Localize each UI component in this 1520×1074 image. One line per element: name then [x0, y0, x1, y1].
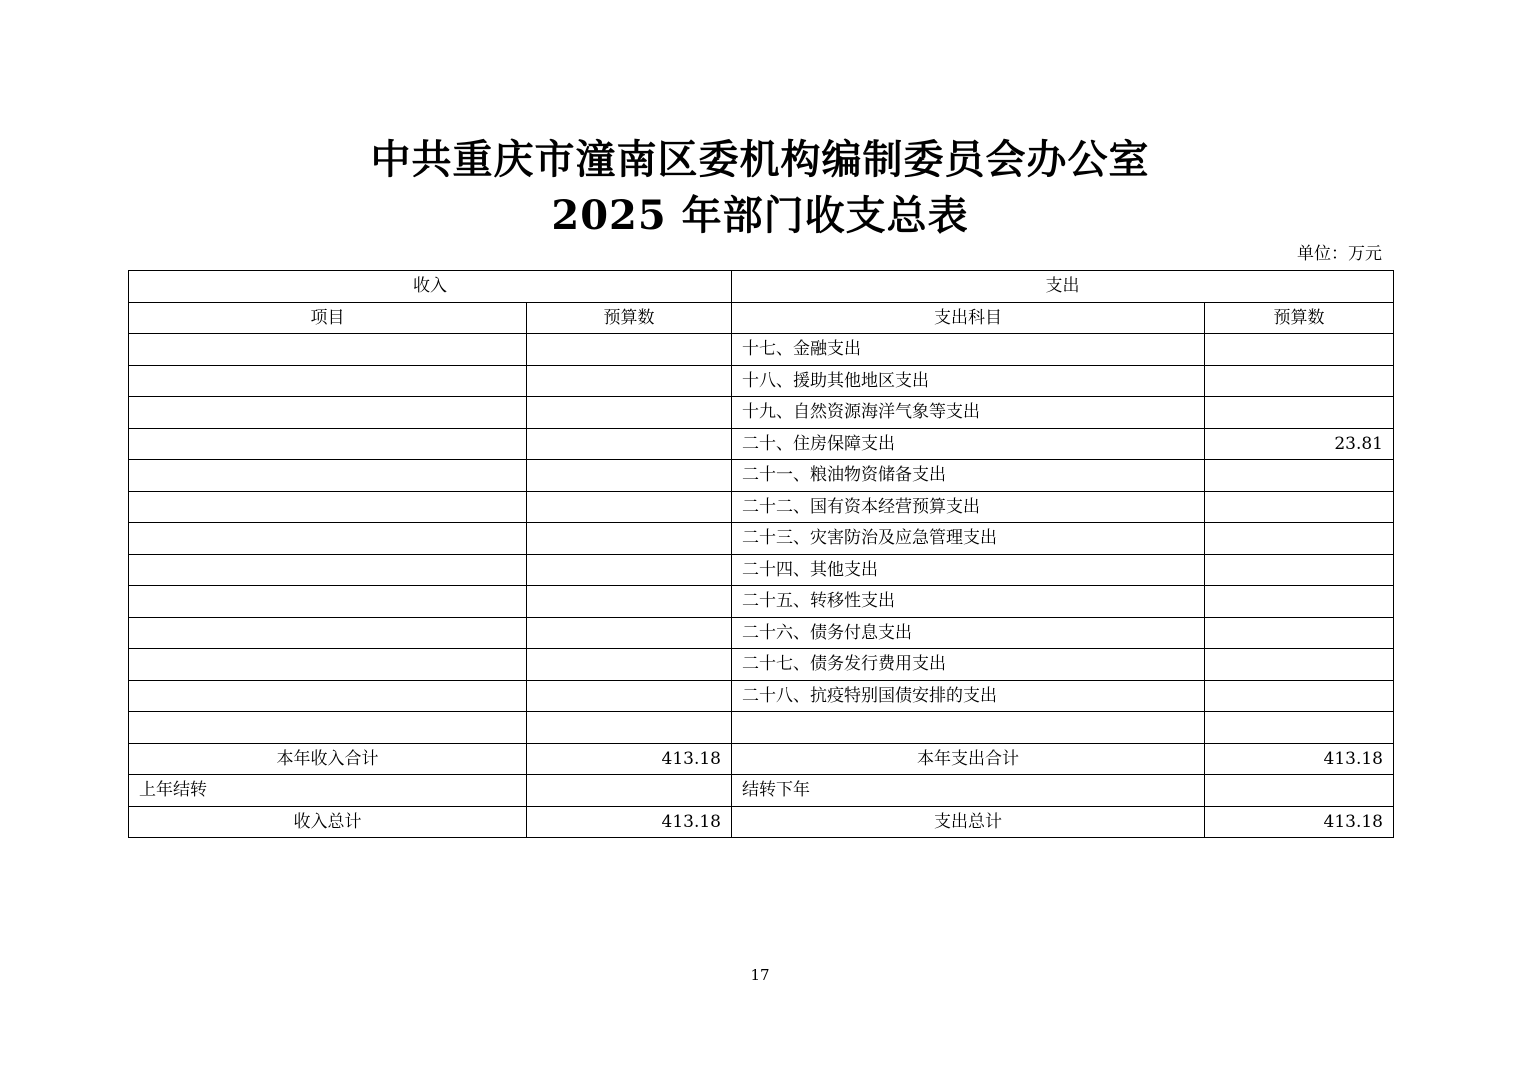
income-item-cell	[129, 649, 527, 681]
expense-amount-cell: 413.18	[1205, 806, 1394, 838]
expense-amount-cell	[1205, 523, 1394, 555]
expense-item-cell: 二十一、粮油物资储备支出	[732, 460, 1205, 492]
page-number: 17	[750, 966, 770, 984]
income-item-cell	[129, 334, 527, 366]
table-row	[129, 397, 1394, 429]
expense-item-cell	[732, 712, 1205, 744]
year-total-row	[129, 743, 1394, 775]
income-item-cell	[129, 523, 527, 555]
expense-amount-cell	[1205, 491, 1394, 523]
table-row	[129, 586, 1394, 618]
table-row	[129, 428, 1394, 460]
income-amount-cell	[527, 554, 732, 586]
expense-header: 支出	[732, 271, 1394, 303]
income-item-cell	[129, 491, 527, 523]
expense-amount-cell	[1205, 712, 1394, 744]
table-row	[129, 460, 1394, 492]
expense-label-cell: 本年支出合计	[732, 743, 1205, 775]
table-row	[129, 649, 1394, 681]
expense-item-cell: 二十八、抗疫特别国债安排的支出	[732, 680, 1205, 712]
expense-amount-cell	[1205, 775, 1394, 807]
income-label-cell: 本年收入合计	[129, 743, 527, 775]
expense-item-cell: 二十四、其他支出	[732, 554, 1205, 586]
expense-amount-cell	[1205, 680, 1394, 712]
header-row	[129, 271, 1394, 303]
income-amount-cell	[527, 460, 732, 492]
carryover-row	[129, 775, 1394, 807]
expense-item-cell: 二十、住房保障支出	[732, 428, 1205, 460]
income-amount-cell	[527, 649, 732, 681]
expense-amount-cell	[1205, 586, 1394, 618]
grand-total-row	[129, 806, 1394, 838]
page-subtitle: 2025 年部门收支总表	[551, 192, 969, 239]
income-amount-cell	[527, 712, 732, 744]
income-amount-cell	[527, 775, 732, 807]
table-row	[129, 523, 1394, 555]
expense-label-cell: 结转下年	[732, 775, 1205, 807]
income-item-cell	[129, 617, 527, 649]
expense-amount-cell	[1205, 649, 1394, 681]
expense-budget-column-header: 预算数	[1205, 302, 1394, 334]
expense-item-cell: 十七、金融支出	[732, 334, 1205, 366]
subheader-row	[129, 302, 1394, 334]
income-item-cell	[129, 428, 527, 460]
budget-table-body	[129, 271, 1394, 838]
income-item-cell	[129, 365, 527, 397]
table-row	[129, 365, 1394, 397]
table-row	[129, 712, 1394, 744]
income-amount-cell	[527, 617, 732, 649]
expense-amount-cell	[1205, 365, 1394, 397]
unit-label: 单位：万元	[1297, 244, 1382, 264]
expense-amount-cell	[1205, 460, 1394, 492]
table-row	[129, 617, 1394, 649]
item-column-header: 项目	[129, 302, 527, 334]
income-amount-cell: 413.18	[527, 806, 732, 838]
expense-item-cell: 二十二、国有资本经营预算支出	[732, 491, 1205, 523]
expense-amount-cell: 23.81	[1205, 428, 1394, 460]
expense-amount-cell	[1205, 397, 1394, 429]
income-amount-cell	[527, 397, 732, 429]
income-item-cell	[129, 712, 527, 744]
budget-table	[128, 270, 1394, 838]
income-item-cell	[129, 680, 527, 712]
expense-amount-cell	[1205, 554, 1394, 586]
page-title: 中共重庆市潼南区委机构编制委员会办公室	[370, 136, 1150, 183]
expense-item-cell: 十九、自然资源海洋气象等支出	[732, 397, 1205, 429]
expense-item-cell: 二十七、债务发行费用支出	[732, 649, 1205, 681]
income-label-cell: 上年结转	[129, 775, 527, 807]
table-row	[129, 491, 1394, 523]
income-amount-cell: 413.18	[527, 743, 732, 775]
income-item-cell	[129, 460, 527, 492]
income-item-cell	[129, 586, 527, 618]
expense-amount-cell	[1205, 334, 1394, 366]
income-amount-cell	[527, 523, 732, 555]
income-amount-cell	[527, 428, 732, 460]
expense-item-cell: 二十三、灾害防治及应急管理支出	[732, 523, 1205, 555]
expense-amount-cell	[1205, 617, 1394, 649]
income-item-cell	[129, 397, 527, 429]
expense-item-cell: 二十五、转移性支出	[732, 586, 1205, 618]
income-amount-cell	[527, 680, 732, 712]
income-budget-column-header: 预算数	[527, 302, 732, 334]
income-header: 收入	[129, 271, 732, 303]
expense-label-cell: 支出总计	[732, 806, 1205, 838]
income-item-cell	[129, 554, 527, 586]
expense-item-cell: 二十六、债务付息支出	[732, 617, 1205, 649]
income-amount-cell	[527, 491, 732, 523]
income-amount-cell	[527, 365, 732, 397]
expense-item-cell: 十八、援助其他地区支出	[732, 365, 1205, 397]
income-label-cell: 收入总计	[129, 806, 527, 838]
expense-subject-column-header: 支出科目	[732, 302, 1205, 334]
income-amount-cell	[527, 334, 732, 366]
income-amount-cell	[527, 586, 732, 618]
expense-amount-cell: 413.18	[1205, 743, 1394, 775]
table-row	[129, 334, 1394, 366]
table-row	[129, 554, 1394, 586]
table-row	[129, 680, 1394, 712]
